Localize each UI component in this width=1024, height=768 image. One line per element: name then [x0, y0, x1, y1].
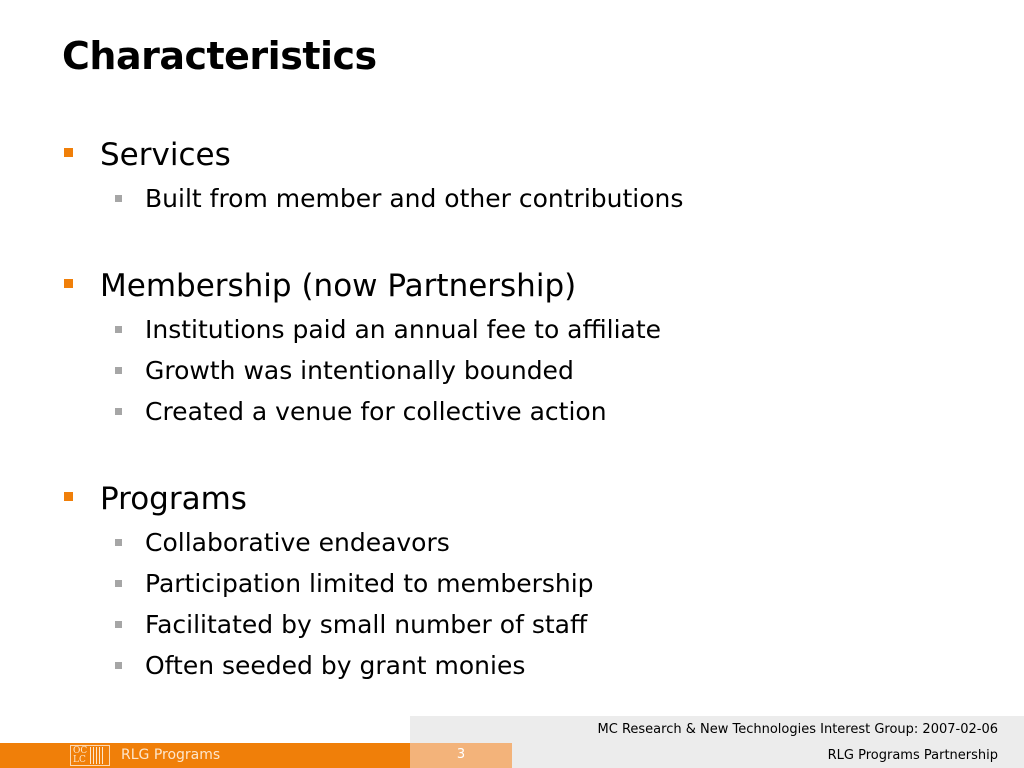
sub-bullet [145, 650, 525, 682]
bullet-text: Services [100, 137, 231, 173]
bullet-text: Membership (now Partnership) [100, 268, 577, 304]
sub-bullet [145, 527, 450, 559]
page-number: 3 [456, 747, 466, 762]
gray-square-bullet-icon [115, 621, 122, 628]
gray-square-bullet-icon [115, 662, 122, 669]
page-number-box [410, 743, 512, 768]
orange-square-bullet-icon [64, 279, 73, 288]
sub-bullet-text: Institutions paid an annual fee to affiliate [145, 315, 662, 344]
footer-event-text: MC Research & New Technologies Interest Group: 2007-02-06 [597, 722, 998, 737]
sub-bullet-text: Created a venue for collective action [145, 397, 607, 426]
gray-square-bullet-icon [115, 367, 122, 374]
sub-bullet-text: Growth was intentionally bounded [145, 356, 574, 385]
gray-square-bullet-icon [115, 539, 122, 546]
gray-square-bullet-icon [115, 580, 122, 587]
oclc-logo-icon [70, 745, 110, 766]
footer-right-label: RLG Programs Partnership [827, 748, 998, 763]
sub-bullet [145, 355, 574, 387]
sub-bullet-text: Collaborative endeavors [145, 528, 450, 557]
bullet-membership [100, 266, 576, 306]
footer-event-band [410, 716, 1024, 743]
bullet-programs [100, 479, 247, 519]
footer-left-label: RLG Programs [121, 747, 221, 763]
gray-square-bullet-icon [115, 326, 122, 333]
gray-square-bullet-icon [115, 195, 122, 202]
sub-bullet [145, 568, 594, 600]
bullet-text: Programs [100, 481, 247, 517]
sub-bullet-text: Often seeded by grant monies [145, 651, 526, 680]
gray-square-bullet-icon [115, 408, 122, 415]
sub-bullet-text: Participation limited to membership [145, 569, 594, 598]
bullet-services [100, 135, 231, 175]
orange-square-bullet-icon [64, 148, 73, 157]
sub-bullet-text: Built from member and other contributions [145, 184, 684, 213]
slide-title: Characteristics [62, 34, 377, 78]
sub-bullet [145, 396, 607, 428]
logo-text: OC LC [73, 745, 88, 765]
orange-square-bullet-icon [64, 492, 73, 501]
footer-right-band [512, 743, 1024, 768]
sub-bullet [145, 183, 683, 215]
sub-bullet-text: Facilitated by small number of staff [145, 610, 588, 639]
footer-left-band [0, 743, 410, 768]
footer-bar [0, 743, 1024, 768]
logo-lines [90, 747, 103, 764]
sub-bullet [145, 314, 661, 346]
sub-bullet [145, 609, 587, 641]
